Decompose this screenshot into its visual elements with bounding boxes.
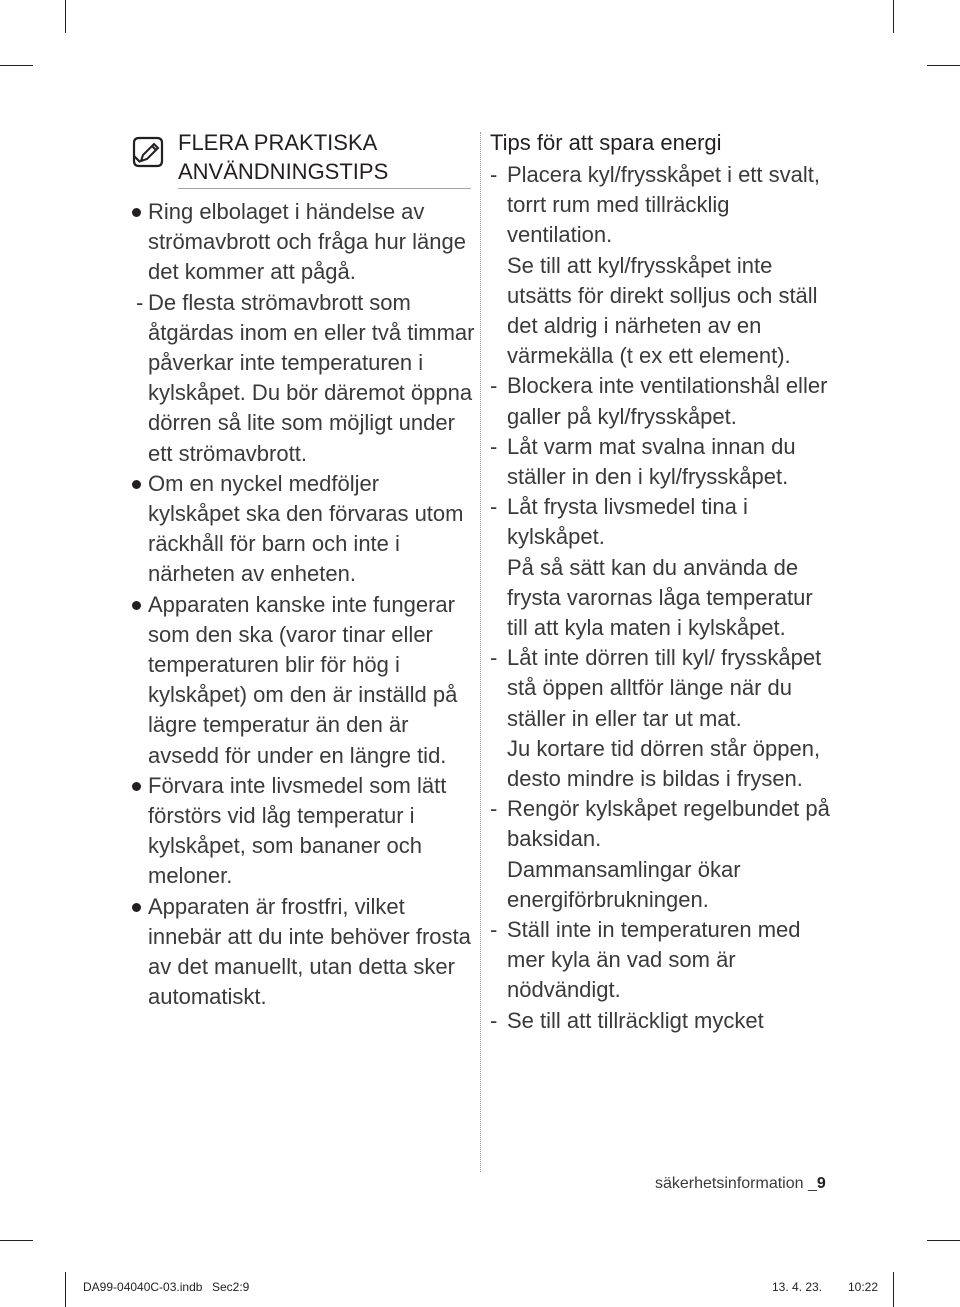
list-item: Om en nyckel medföljer kylskåpet ska den förvaras utom räckhåll för barn och inte i närheten av enheten.	[130, 469, 475, 590]
crop-mark	[927, 65, 960, 66]
page-number: 9	[816, 1175, 826, 1192]
crop-mark	[893, 1272, 894, 1307]
bullet-icon	[132, 601, 141, 610]
bullet-icon	[132, 903, 141, 912]
dash-marker: -	[490, 796, 498, 822]
footer-time: 10:22	[848, 1280, 879, 1294]
left-column	[130, 128, 475, 1012]
heading-line-2: ANVÄNDNINGSTIPS	[178, 159, 389, 184]
dash-marker: -	[490, 494, 498, 520]
dash-marker: -	[490, 162, 498, 187]
bullet-icon	[132, 480, 141, 489]
list-item: Apparaten kanske inte fungerar som den ska (varor tinar eller temperaturen blir för hög i kylskåpet) om den är inställd på lägre temperatur än den är avsedd för under en längre tid.	[130, 590, 475, 771]
list-item: - Ställ inte in temperaturen med mer kyla än vad som är nödvändigt.	[490, 917, 801, 1003]
list-item: Förvara inte livsmedel som lätt förstörs vid låg temperatur i kylskåpet, som bananer och meloner.	[130, 771, 475, 892]
list-item: - Låt inte dörren till kyl/ frysskåpet stå öppen alltför länge när du ställer in eller tar ut mat. Ju kortare tid dörren står öppen, desto mindre is bildas i frysen.	[490, 645, 822, 792]
footer-file: DA99-04040C-03.indb	[83, 1280, 203, 1294]
note-pencil-icon	[130, 134, 166, 170]
footer-date: 13. 4. 23.	[772, 1280, 823, 1294]
heading-line-1: FLERA PRAKTISKA	[178, 130, 378, 155]
list-item: - Rengör kylskåpet regelbundet på baksidan. Dammansamlingar ökar energiförbrukningen.	[490, 796, 830, 912]
dash-marker: -	[490, 433, 498, 459]
list-item: - Placera kyl/frysskåpet i ett svalt, torrt rum med tillräcklig ventilation. Se till att kyl/frysskåpet inte utsätts för direkt solljus och ställ det aldrig i närheten av en värmekälla (t ex ett element).	[490, 162, 820, 369]
crop-mark	[0, 65, 33, 66]
column-divider	[480, 132, 481, 1172]
dash-marker: -	[490, 917, 498, 943]
section-heading	[178, 128, 475, 186]
footer-section: Sec2:9	[212, 1280, 250, 1294]
energy-tips-list	[490, 160, 835, 1036]
dash-marker: -	[490, 1007, 498, 1033]
right-column	[490, 128, 835, 1036]
list-item: - Låt varm mat svalna innan du ställer in den i kyl/frysskåpet.	[490, 433, 796, 490]
heading-divider	[178, 188, 471, 189]
list-item: Ring elbolaget i händelse av strömavbrott och fråga hur länge det kommer att pågå.	[130, 197, 475, 288]
dash-marker: -	[136, 289, 144, 315]
list-item: - Blockera inte ventilationshål eller galler på kyl/frysskåpet.	[490, 373, 828, 429]
list-item: - Låt frysta livsmedel tina i kylskåpet. På så sätt kan du använda de frysta varornas låga temperatur till att kyla maten i kylskåpet.	[490, 494, 813, 641]
energy-tips-title: Tips för att spara energi	[490, 130, 722, 155]
list-item: - Se till att tillräckligt mycket	[490, 1006, 835, 1036]
crop-mark	[65, 1272, 66, 1307]
section-name: säkerhetsinformation _	[655, 1175, 817, 1192]
crop-mark	[893, 0, 894, 33]
dash-marker: -	[490, 373, 498, 399]
list-item: - De flesta strömavbrott som åtgärdas inom en eller två timmar påverkar inte temperaturen i kylskåpet. Du bör däremot öppna dörren så lite som möjligt under ett strömavbrott.	[136, 289, 475, 466]
dash-marker: -	[490, 645, 498, 671]
crop-mark	[0, 1240, 33, 1241]
page-number-label	[655, 1175, 826, 1193]
tips-list	[130, 197, 475, 1012]
bullet-icon	[132, 782, 141, 791]
bullet-icon	[132, 208, 141, 217]
crop-mark	[65, 0, 66, 33]
list-item: Apparaten är frostfri, vilket innebär att du inte behöver frosta av det manuellt, utan detta sker automatiskt.	[130, 892, 475, 1013]
crop-mark	[927, 1240, 960, 1241]
